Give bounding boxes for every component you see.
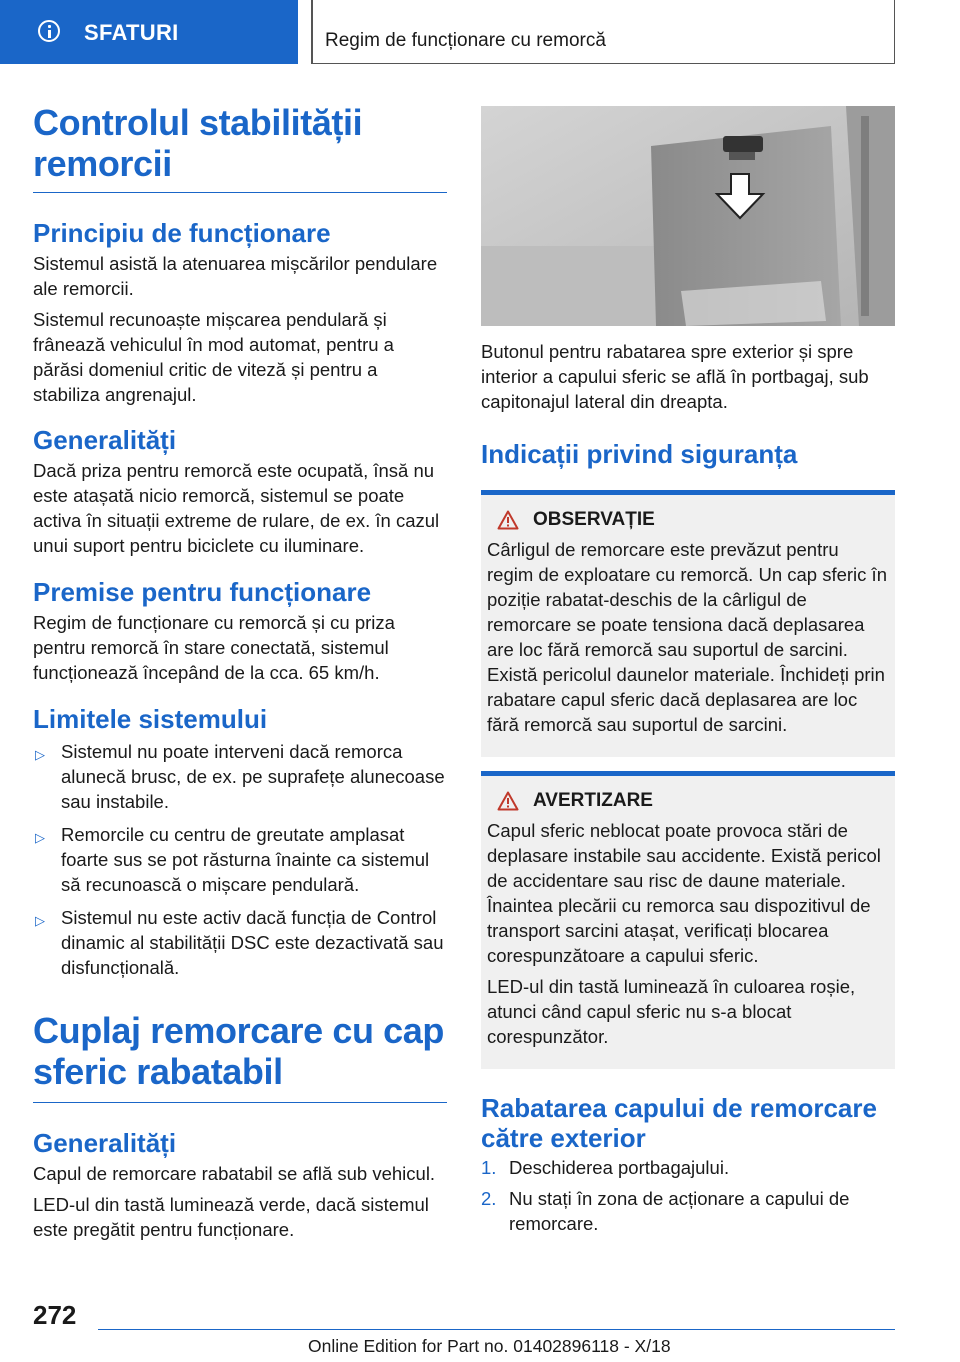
prerequisites-text: Regim de funcționare cu remorcă și cu priza pentru remorcă în stare conectată, sistemul funcționează începând de la cca. 65 km/h. xyxy=(33,612,395,683)
bullet-triangle-icon: ▷ xyxy=(35,830,45,845)
warning-text-2: LED-ul din tastă luminează în culoarea roșie, atunci când capul sferic nu s-a blocat corespunzător. xyxy=(487,976,856,1047)
warning-triangle-icon xyxy=(497,510,519,530)
list-item: ▷ Sistemul nu este activ dacă funcția de Control dinamic al stabilității DSC este dezactivată sau disfuncțională. xyxy=(35,907,444,978)
bullet-triangle-icon: ▷ xyxy=(35,913,45,928)
heading-limits: Limitele sistemului xyxy=(33,704,268,734)
warning-box xyxy=(481,771,895,1069)
notice-box xyxy=(481,490,895,757)
photo-caption: Butonul pentru rabatarea spre exterior și spre interior a capului sferic se află în portbagaj, sub capitonajul lateral din dreapta. xyxy=(481,341,869,412)
heading-coupling: Cuplaj remorcare cu cap sferic rabatabil xyxy=(33,1010,444,1092)
notice-header xyxy=(497,509,889,531)
heading-rule xyxy=(33,1102,447,1103)
bullet-triangle-icon: ▷ xyxy=(35,747,45,762)
section-tab-label: SFATURI xyxy=(84,20,179,45)
trunk-photo xyxy=(481,106,895,326)
limits-list xyxy=(33,739,447,980)
heading-rule xyxy=(33,192,447,193)
page-number: 272 xyxy=(33,1300,77,1330)
fold-out-steps xyxy=(481,1155,895,1236)
heading-stability: Controlul stabilității remorcii xyxy=(33,102,363,184)
footer-edition: Online Edition for Part no. 01402896118 - X/18 xyxy=(308,1336,671,1356)
list-item: ▷ Remorcile cu centru de greutate amplasat foarte sus se pot răsturna înainte ca sistemul să recunoască o mișcare pendulară. xyxy=(35,824,430,895)
heading-general: Generalități xyxy=(33,425,177,455)
general2-text-2: LED-ul din tastă luminează verde, dacă sistemul este pregătit pentru funcționare. xyxy=(33,1194,429,1240)
warning-title: AVERTIZARE xyxy=(533,790,653,811)
info-icon xyxy=(38,20,60,42)
chapter-header xyxy=(311,0,895,64)
footer-rule xyxy=(98,1329,895,1330)
section-tab xyxy=(0,0,298,64)
list-item: ▷ Sistemul nu poate interveni dacă remorca alunecă brusc, de ex. pe suprafețe alunecoase sau instabile. xyxy=(35,741,445,812)
trunk-illustration xyxy=(481,106,895,326)
heading-prerequisites: Premise pentru funcționare xyxy=(33,577,372,607)
right-column xyxy=(481,106,895,1236)
general-text: Dacă priza pentru remorcă este ocupată, însă nu este atașată nicio remorcă, sistemul se poate activa în situații extreme de rulare, de ex. în cazul unui suport pentru biciclete cu iluminare. xyxy=(33,460,440,556)
list-item: 2. Nu stați în zona de acționare a capului de remorcare. xyxy=(481,1188,850,1234)
heading-general-2: Generalități xyxy=(33,1128,177,1158)
warning-text-1: Capul sferic neblocat poate provoca stări de deplasare instabile sau accidente. Există pericol de accidentare sau risc de daune materiale. Înaintea plecării cu remorca sau dispozitivul de transport sarcini atașat, verificați blocarea corespunzătoare a capului sferic. xyxy=(487,820,881,966)
warning-triangle-icon xyxy=(497,791,519,811)
heading-safety: Indicații privind siguranța xyxy=(481,439,798,469)
general2-text-1: Capul de remorcare rabatabil se află sub vehicul. xyxy=(33,1163,436,1184)
chapter-title: Regim de funcționare cu remorcă xyxy=(325,30,606,51)
principle-text-1: Sistemul asistă la atenuarea mișcărilor pendulare ale remorcii. xyxy=(33,253,438,299)
heading-principle: Principiu de funcționare xyxy=(33,218,331,248)
principle-text-2: Sistemul recunoaște mișcarea pendulară și frânează vehiculul în mod automat, pentru a părăsi domeniul critic de viteză și pentru a stabiliza angrenajul. xyxy=(33,309,394,405)
left-column xyxy=(33,102,447,1242)
warning-header xyxy=(497,790,889,812)
notice-text: Cârligul de remorcare este prevăzut pentru regim de exploatare cu remorcă. Un cap sferic în poziție rabatat-deschis de la cârligul de remorcare se poate tensiona dacă deplasarea are loc fără remorcă sau suportul de sarcini. Există pericolul daunelor materiale. Închideți prin rabatare capul sferic dacă deplasarea are loc fără remorcă sau suportul de sarcini. xyxy=(487,539,887,735)
notice-title: OBSERVAȚIE xyxy=(533,509,655,530)
list-item: 1. Deschiderea portbagajului. xyxy=(481,1157,730,1178)
heading-fold-out: Rabatarea capului de remorcare către exterior xyxy=(481,1093,877,1153)
